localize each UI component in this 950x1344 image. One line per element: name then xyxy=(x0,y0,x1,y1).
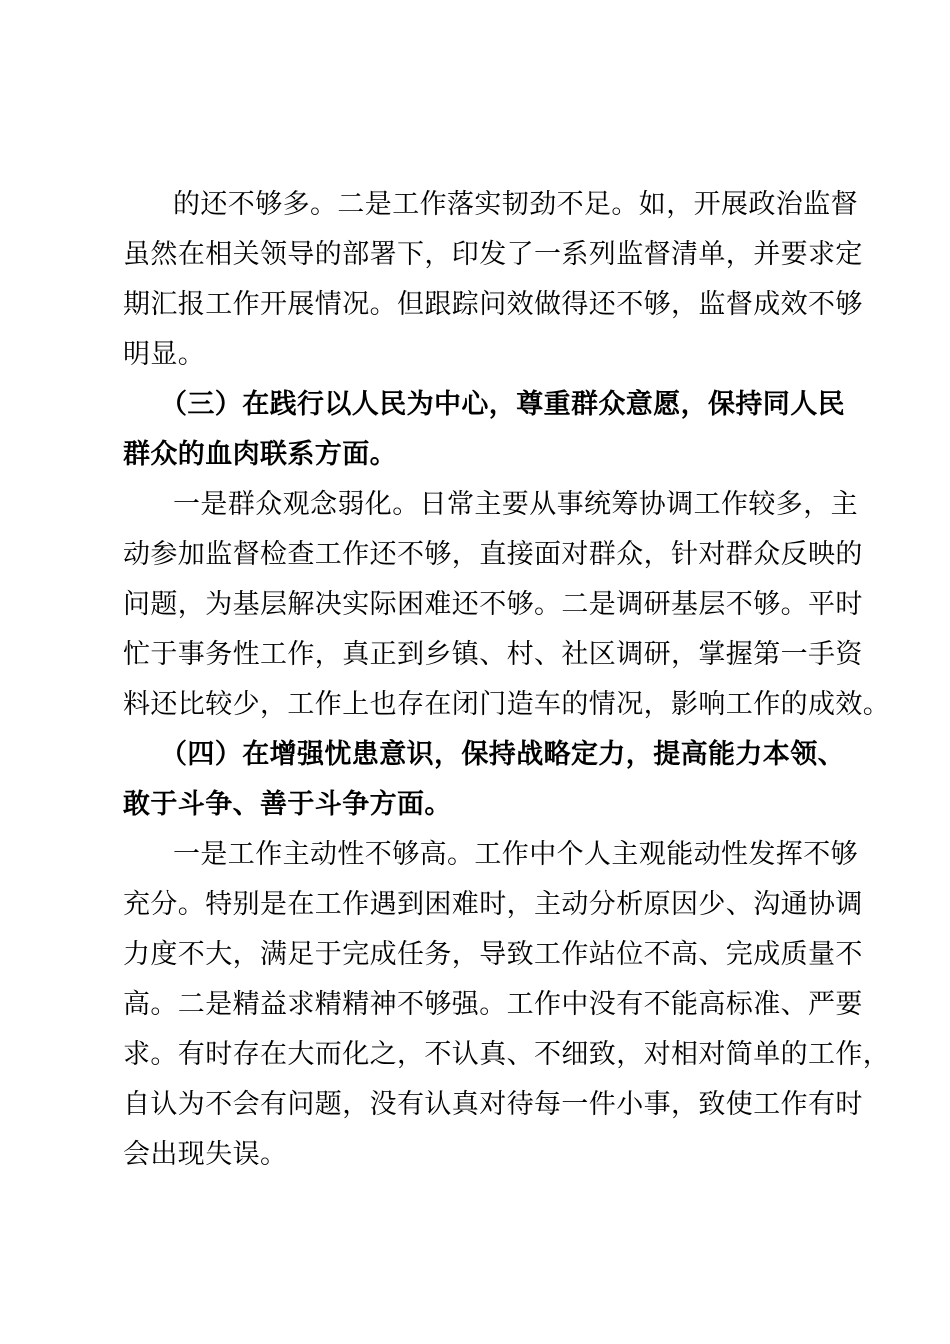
body-text-line: 料还比较少，工作上也存在闭门造车的情况，影响工作的成效。 xyxy=(123,689,891,720)
body-text-line: 问题，为基层解决实际困难还不够。二是调研基层不够。平时 xyxy=(123,589,863,620)
body-text-line: 会出现失误。 xyxy=(123,1139,288,1170)
body-text-line: 明显。 xyxy=(123,339,206,370)
section-heading-4-continued: 敢于斗争、善于斗争方面。 xyxy=(123,789,452,820)
body-text-line: 忙于事务性工作，真正到乡镇、村、社区调研，掌握第一手资 xyxy=(123,639,863,670)
section-heading-3-continued: 群众的血肉联系方面。 xyxy=(123,439,397,470)
body-text-line: 自认为不会有问题，没有认真对待每一件小事，致使工作有时 xyxy=(123,1089,863,1120)
body-text-line: 求。有时存在大而化之，不认真、不细致，对相对简单的工作， xyxy=(123,1039,891,1070)
body-text-line: 期汇报工作开展情况。但跟踪问效做得还不够，监督成效不够 xyxy=(123,289,863,320)
section-heading-3: （三）在践行以人民为中心，尊重群众意愿，保持同人民 xyxy=(160,389,845,420)
body-text-line: 虽然在相关领导的部署下，印发了一系列监督清单，并要求定 xyxy=(123,239,863,270)
body-text-line: 一是群众观念弱化。日常主要从事统筹协调工作较多，主 xyxy=(173,489,858,520)
body-text-line: 一是工作主动性不够高。工作中个人主观能动性发挥不够 xyxy=(173,839,858,870)
body-text-line: 力度不大，满足于完成任务，导致工作站位不高、完成质量不 xyxy=(123,939,863,970)
body-text-line: 充分。特别是在工作遇到困难时，主动分析原因少、沟通协调 xyxy=(123,889,863,920)
section-heading-4: （四）在增强忧患意识，保持战略定力，提高能力本领、 xyxy=(160,739,845,770)
body-text-line: 的还不够多。二是工作落实韧劲不足。如，开展政治监督 xyxy=(173,189,858,220)
body-text-line: 高。二是精益求精精神不够强。工作中没有不能高标准、严要 xyxy=(123,989,863,1020)
body-text-line: 动参加监督检查工作还不够，直接面对群众，针对群众反映的 xyxy=(123,539,863,570)
